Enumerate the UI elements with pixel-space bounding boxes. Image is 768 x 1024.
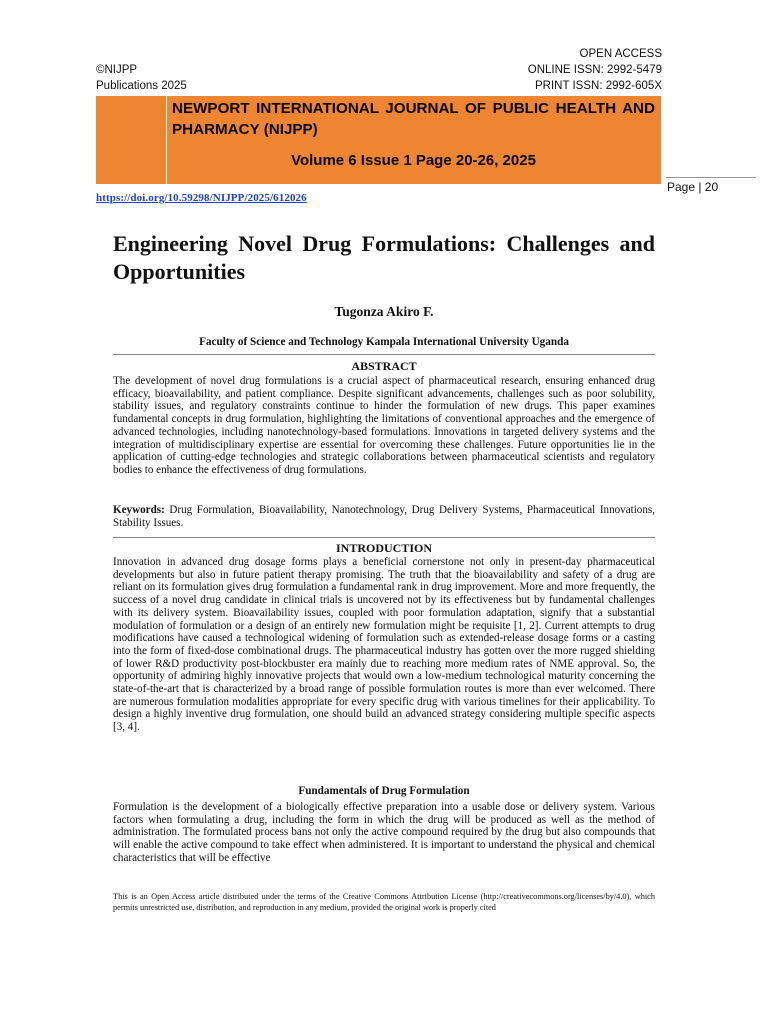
copyright-text: ©NIJPP	[96, 64, 138, 76]
abstract-heading: ABSTRACT	[351, 359, 417, 373]
introduction-heading: INTRODUCTION	[335, 541, 432, 555]
fundamentals-heading: Fundamentals of Drug Formulation	[298, 785, 470, 797]
license-footer: This is an Open Access article distributed under the terms of the Creative Commons Attribution License (http://creativecommons.org/licenses/by/4.0), which permits unrestricted use, distribution, and reproduction in any medium, provided the original work is properly cited	[113, 892, 655, 912]
introduction-text: Innovation in advanced drug dosage forms plays a beneficial cornerstone not only in present-day pharmaceutical developments but also in future patient therapy promising. The truth that the bioavailability and safety of a drug are reliant on its formulation gives drug formulation a fundamental rank in drug improvement. More and more frequently, the success of a novel drug candidate in clinical trials is uncovered not by its effectiveness but by fundamental challenges with its delivery system. Bioavailability issues, coupled with poor formulation adaptation, signify that a substantial modulation of formulation or a design of an entirely new formulation might be requisite [1, 2]. Current attempts to drug modifications have caused a technological widening of formulation such as extended-release dosage forms or a casting into the form of fixed-dose combinational drugs. The pharmaceutical industry has gotten over the more rugged shielding of lower R&D productivity post-blockbuster era mainly due to reaching more medium rates of NME approval. So, the opportunity of admiring highly innovative projects that would own a low-medium technological maturity concerning the state-of-the-art that is characterized by a broad range of possible formulation routes is more than ever welcomed. There are numerous formulation modalities appropriate for every specific drug with various timelines for their applicability. To design a highly inventive drug formulation, one should build an advanced strategy considering multiple specific aspects [3, 4].	[113, 556, 655, 734]
introduction-rule	[113, 537, 655, 538]
page-divider	[666, 177, 756, 178]
online-issn: ONLINE ISSN: 2992-5479	[527, 64, 662, 76]
volume-info: Volume 6 Issue 1 Page 20-26, 2025	[291, 152, 536, 169]
keywords-label: Keywords:	[113, 504, 165, 516]
doi-link[interactable]: https://doi.org/10.59298/NIJPP/2025/612026	[96, 192, 307, 204]
banner-content	[166, 96, 662, 184]
article-author: Tugonza Akiro F.	[334, 304, 434, 319]
print-issn: PRINT ISSN: 2992-605X	[535, 80, 662, 92]
author-affiliation: Faculty of Science and Technology Kampala International University Uganda	[199, 336, 569, 348]
abstract-text: The development of novel drug formulations is a crucial aspect of pharmaceutical research, ensuring enhanced drug efficacy, bioavailability, and patient compliance. Despite significant advancements, challenges such as poor solubility, stability issues, and regulatory constraints continue to hinder the formulation of new drugs. This paper examines fundamental concepts in drug formulation, highlighting the limitations of conventional approaches and the emergence of advanced technologies, including nanotechnology-based formulations. Innovations in targeted delivery systems and the integration of multidisciplinary expertise are essential for overcoming these challenges. Future opportunities lie in the application of cutting-edge technologies and strategic collaborations between pharmaceutical scientists and regulatory bodies to enhance the effectiveness of drug formulations.	[113, 375, 655, 476]
journal-banner	[96, 96, 662, 184]
page-number: Page | 20	[667, 180, 719, 194]
article-title: Engineering Novel Drug Formulations: Challenges and Opportunities	[113, 231, 655, 284]
abstract-rule	[113, 354, 655, 355]
fundamentals-text: Formulation is the development of a biologically effective preparation into a usable dose or delivery system. Various factors when formulating a drug, including the form in which the drug will be produced as well as the method of administration. The formulated process bans not only the active compound required by the drug but also compounds that will enable the active compound to take effect when administered. It is important to understand the physical and chemical characteristics that will be effective	[113, 801, 655, 864]
open-access-label: OPEN ACCESS	[579, 48, 662, 60]
header-left	[96, 62, 187, 94]
keywords-list: Drug Formulation, Bioavailability, Nanotechnology, Drug Delivery Systems, Pharmaceutical Innovations, Stability Issues.	[113, 504, 655, 529]
publications-text: Publications 2025	[96, 80, 187, 92]
keywords	[113, 504, 655, 529]
header-right	[528, 46, 662, 94]
journal-name: NEWPORT INTERNATIONAL JOURNAL OF PUBLIC HEALTH AND PHARMACY (NIJPP)	[172, 100, 655, 138]
